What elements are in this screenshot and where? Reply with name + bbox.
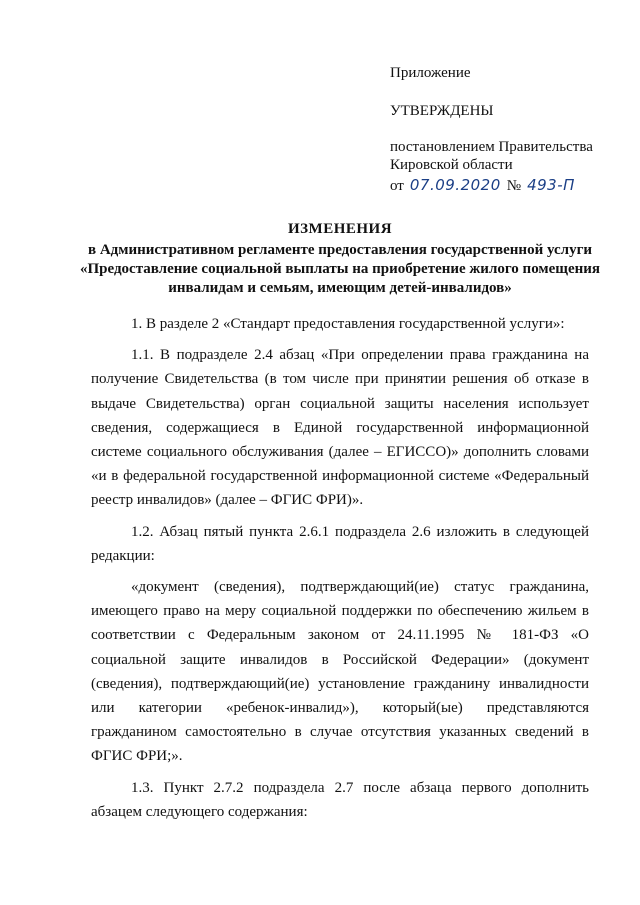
paragraph-1-1: 1.1. В подразделе 2.4 абзац «При определении права гражданина на получение Свидетельства (в том числе при принятии решения об отказе в выдаче Свидетельства) орган социальной защиты населения использует сведения, содержащиеся в Единой государственной информационной системе социального обслуживания (далее – ЕГИССО)» дополнить словами «и в федеральной государственной информационной системе «Федеральный реестр инвалидов» (далее – ФГИС ФРИ)». <box>91 347 589 509</box>
resolution-date-line <box>390 174 593 197</box>
paragraph-quote: «документ (сведения), подтверждающий(ие) статус гражданина, имеющего право на меру социальной поддержки по обеспечению жильем в соответствии с Федеральным законом от 24.11.1995 № 181-ФЗ «О социальной защите инвалидов в Российской Федерации» (документ (сведения), подтверждающий(ие) установление гражданину инвалидности или категории «ребенок-инвалид»), который(ые) представляются гражданином самостоятельно в случае отсутствия указанных сведений в ФГИС ФРИ;». <box>91 579 589 765</box>
appendix-label: Приложение <box>390 65 471 81</box>
paragraph-1: 1. В разделе 2 «Стандарт предоставления государственной услуги»: <box>131 316 565 332</box>
resolution-line-1: постановлением Правительства <box>390 139 593 155</box>
title-subtitle: в Административном регламенте предоставления государственной услуги «Предоставление социальной выплаты на приобретение жилого помещения инвалидам и семьям, имеющим детей-инвалидов» <box>79 242 601 296</box>
resolution-line-2: Кировской области <box>390 157 513 173</box>
appendix-block <box>390 62 593 197</box>
number-sign: № <box>506 178 522 194</box>
document-title <box>60 220 620 298</box>
approved-label: УТВЕРЖДЕНЫ <box>390 103 494 119</box>
handwritten-number: 493-П <box>527 176 575 194</box>
handwritten-date: 07.09.2020 <box>409 176 501 194</box>
title-heading: ИЗМЕНЕНИЯ <box>287 221 393 237</box>
paragraph-1-2: 1.2. Абзац пятый пункта 2.6.1 подраздела 2.6 изложить в следующей редакции: <box>91 523 589 564</box>
paragraph-1-3: 1.3. Пункт 2.7.2 подраздела 2.7 после абзаца первого дополнить абзацем следующего содержания: <box>91 779 589 820</box>
date-prefix: от <box>390 178 404 194</box>
document-body <box>91 312 589 824</box>
